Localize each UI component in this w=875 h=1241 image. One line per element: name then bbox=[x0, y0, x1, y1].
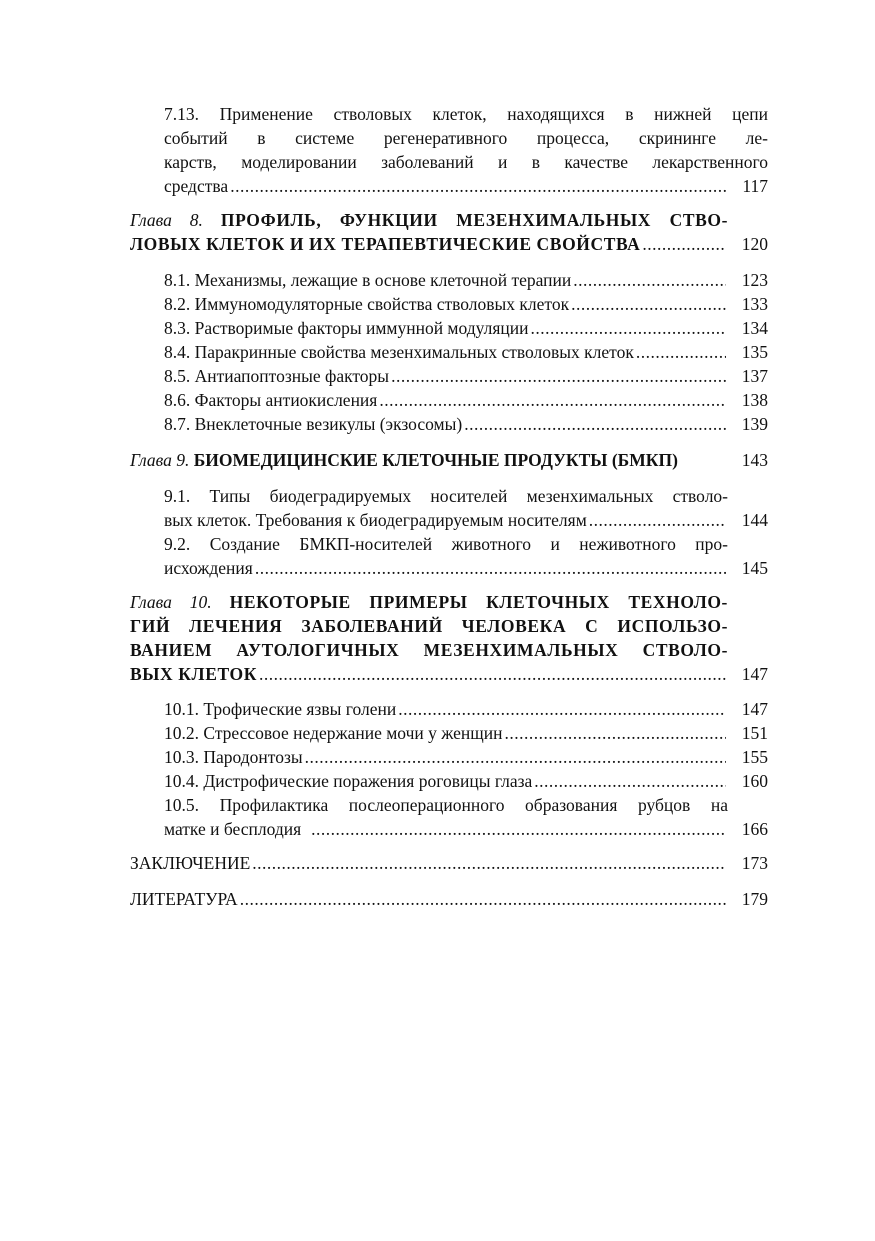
chapter-10-heading-line-2: ГИЙ ЛЕЧЕНИЯ ЗАБОЛЕВАНИЙ ЧЕЛОВЕКА С ИСПОЛЬЗО- bbox=[130, 616, 728, 636]
dot-leader bbox=[642, 232, 726, 256]
page-number: 173 bbox=[741, 853, 768, 873]
dot-leader bbox=[464, 412, 726, 436]
dot-leader bbox=[255, 556, 726, 580]
toc-entry-7-13-line-1: 7.13. Применение стволовых клеток, находящихся в нижней цепи bbox=[164, 104, 768, 124]
chapter-10-heading-line-1: Глава 10. НЕКОТОРЫЕ ПРИМЕРЫ КЛЕТОЧНЫХ ТЕХНОЛО- bbox=[130, 592, 728, 612]
dot-leader bbox=[573, 268, 726, 292]
dot-leader bbox=[230, 174, 726, 198]
dot-leader bbox=[531, 316, 726, 340]
page-number: 133 bbox=[741, 294, 768, 314]
chapter-9-heading[interactable]: Глава 9. БИОМЕДИЦИНСКИЕ КЛЕТОЧНЫЕ ПРОДУКТЫ (БМКП) 143 bbox=[130, 450, 768, 470]
page-number: 166 bbox=[741, 819, 768, 839]
toc-entry-8-7[interactable]: 8.7. Внеклеточные везикулы (экзосомы) ..... 139 bbox=[164, 412, 768, 436]
dot-leader bbox=[636, 340, 726, 364]
page-number: 144 bbox=[741, 510, 768, 530]
toc-entry-8-6[interactable]: 8.6. Факторы антиокисления ..... 138 bbox=[164, 388, 768, 412]
toc-entry-10-5-line-1: 10.5. Профилактика послеоперационного образования рубцов на bbox=[164, 795, 728, 815]
page-number: 147 bbox=[741, 699, 768, 719]
chapter-10-heading-line-4[interactable]: ВЫХ КЛЕТОК ..... 147 bbox=[130, 662, 768, 686]
toc-entry-literature[interactable]: ЛИТЕРАТУРА ..... 179 bbox=[130, 887, 768, 911]
dot-leader bbox=[534, 769, 726, 793]
toc-entry-7-13-line-4[interactable]: средства ..... 117 bbox=[164, 174, 768, 198]
dot-leader bbox=[305, 745, 726, 769]
toc-entry-8-2[interactable]: 8.2. Иммуномодуляторные свойства стволовых клеток ..... 133 bbox=[164, 292, 768, 316]
toc-entry-9-2-line-1: 9.2. Создание БМКП-носителей животного и неживотного про- bbox=[164, 534, 728, 554]
toc-entry-10-5-line-2[interactable]: матке и бесплодия ..... 166 bbox=[164, 817, 768, 841]
page-number: 120 bbox=[741, 234, 768, 254]
dot-leader bbox=[504, 721, 726, 745]
toc-entry-9-1-line-1: 9.1. Типы биодеградируемых носителей мезенхимальных стволо- bbox=[164, 486, 728, 506]
dot-leader bbox=[571, 292, 726, 316]
toc-entry-8-5[interactable]: 8.5. Антиапоптозные факторы ..... 137 bbox=[164, 364, 768, 388]
dot-leader bbox=[398, 697, 726, 721]
toc-entry-8-3[interactable]: 8.3. Растворимые факторы иммунной модуляции ..... 134 bbox=[164, 316, 768, 340]
page-number: 137 bbox=[741, 366, 768, 386]
page-number: 147 bbox=[741, 664, 768, 684]
chapter-10-heading-line-3: ВАНИЕМ АУТОЛОГИЧНЫХ МЕЗЕНХИМАЛЬНЫХ СТВОЛО- bbox=[130, 640, 728, 660]
dot-leader bbox=[391, 364, 726, 388]
toc-entry-10-2[interactable]: 10.2. Стрессовое недержание мочи у женщин ..... 151 bbox=[164, 721, 768, 745]
page-number: 138 bbox=[741, 390, 768, 410]
page-number: 139 bbox=[741, 414, 768, 434]
toc-entry-7-13-line-3: карств, моделировании заболеваний и в качестве лекарственного bbox=[164, 152, 768, 172]
page-number: 160 bbox=[741, 771, 768, 791]
toc-entry-7-13-line-2: событий в системе регенеративного процесса, скрининге ле- bbox=[164, 128, 768, 148]
toc-entry-10-1[interactable]: 10.1. Трофические язвы голени ..... 147 bbox=[164, 697, 768, 721]
page-number: 135 bbox=[741, 342, 768, 362]
dot-leader bbox=[252, 851, 726, 875]
page-number: 117 bbox=[742, 176, 768, 196]
toc-entry-10-4[interactable]: 10.4. Дистрофические поражения роговицы глаза ..... 160 bbox=[164, 769, 768, 793]
dot-leader bbox=[259, 662, 726, 686]
page-number: 155 bbox=[741, 747, 768, 767]
page-number: 134 bbox=[741, 318, 768, 338]
page-number: 123 bbox=[741, 270, 768, 290]
toc-entry-8-4[interactable]: 8.4. Паракринные свойства мезенхимальных стволовых клеток ..... 135 bbox=[164, 340, 768, 364]
toc-entry-9-1-line-2[interactable]: вых клеток. Требования к биодеградируемым носителям ..... 144 bbox=[164, 508, 768, 532]
toc-entry-10-3[interactable]: 10.3. Пародонтозы ..... 155 bbox=[164, 745, 768, 769]
chapter-8-heading-line-2[interactable]: ЛОВЫХ КЛЕТОК И ИХ ТЕРАПЕВТИЧЕСКИЕ СВОЙСТВА ..... 120 bbox=[130, 232, 768, 256]
page-number: 151 bbox=[741, 723, 768, 743]
toc-entry-8-1[interactable]: 8.1. Механизмы, лежащие в основе клеточной терапии ..... 123 bbox=[164, 268, 768, 292]
page-number: 143 bbox=[741, 450, 768, 470]
chapter-8-heading-line-1: Глава 8. ПРОФИЛЬ, ФУНКЦИИ МЕЗЕНХИМАЛЬНЫХ СТВО- bbox=[130, 210, 728, 230]
dot-leader bbox=[379, 388, 726, 412]
page-number: 179 bbox=[741, 889, 768, 909]
toc-entry-9-2-line-2[interactable]: исхождения ..... 145 bbox=[164, 556, 768, 580]
toc-entry-conclusion[interactable]: ЗАКЛЮЧЕНИЕ ..... 173 bbox=[130, 851, 768, 875]
dot-leader bbox=[311, 817, 726, 841]
dot-leader bbox=[240, 887, 726, 911]
dot-leader bbox=[589, 508, 726, 532]
page-number: 145 bbox=[741, 558, 768, 578]
